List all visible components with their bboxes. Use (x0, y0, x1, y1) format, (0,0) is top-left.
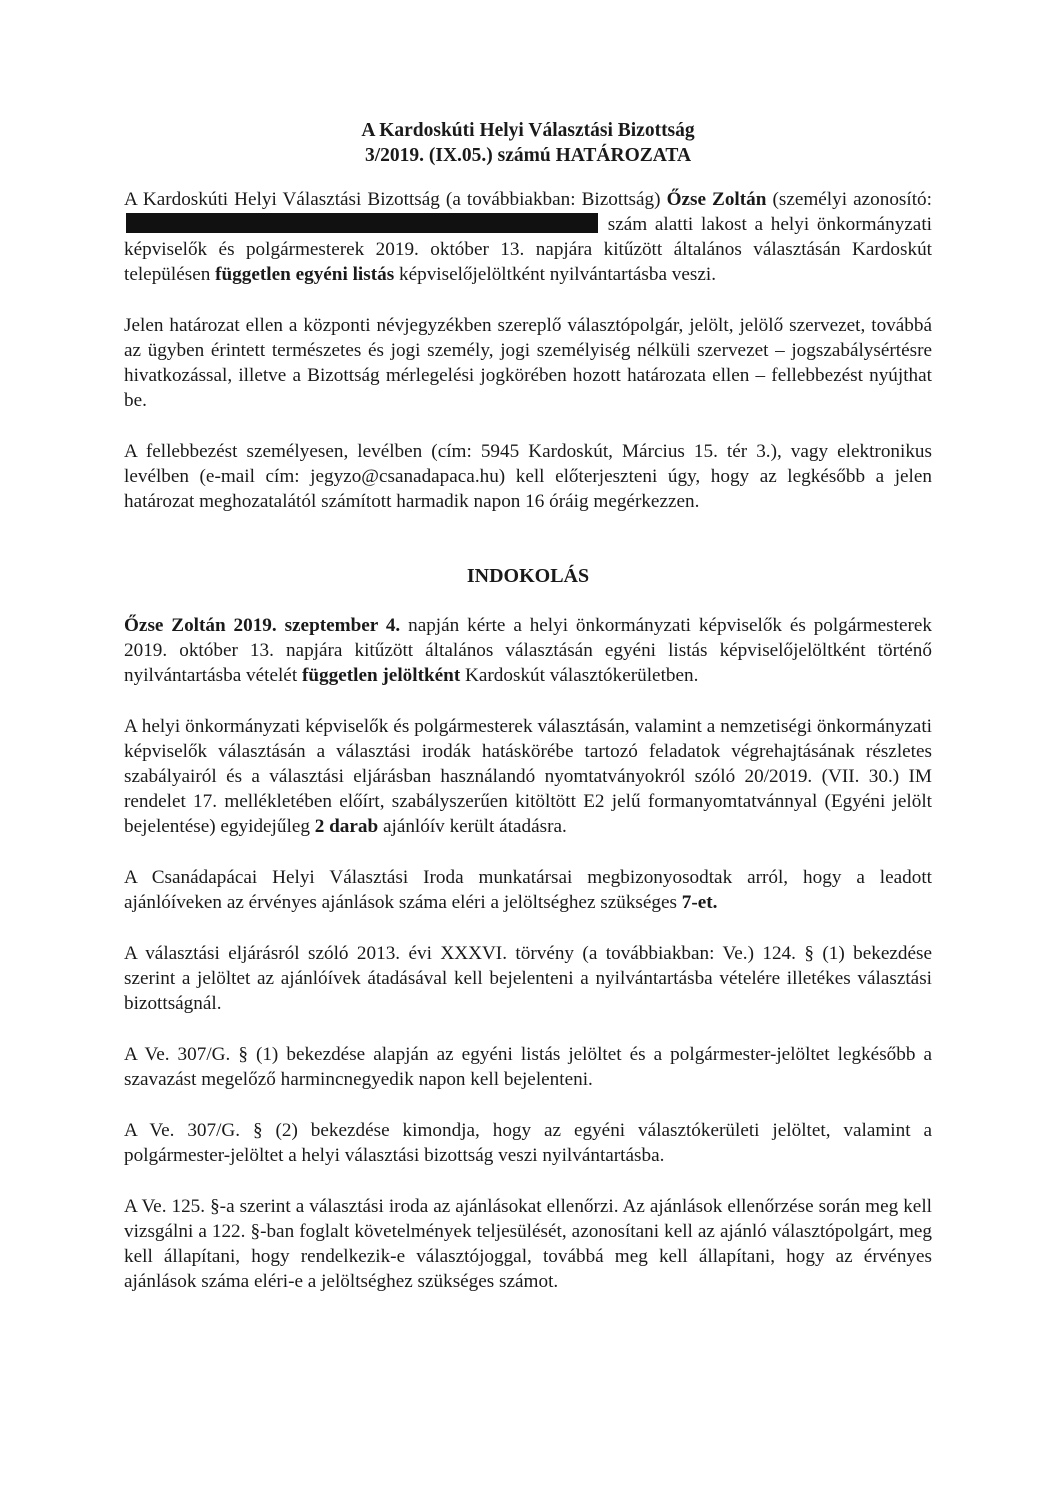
candidate-name: Őzse Zoltán (666, 189, 767, 210)
decision-paragraph-1: A Kardoskúti Helyi Választási Bizottság (a továbbiakban: Bizottság) Őzse Zoltán (személyi azonosító: szám alatti lakost a helyi önkormányzati képviselők és polgármesterek 2019. október 13. napjára kitűzött általános választásán Kardoskút településen független egyéni listás képviselőjelöltként nyilvántartásba veszi. (124, 189, 932, 285)
document-page (124, 118, 932, 1294)
reasoning-paragraph-2: A helyi önkormányzati képviselők és polgármesterek választásán, valamint a nemzetiségi önkormányzati képviselők választásán a választási irodák hatáskörébe tartozó feladatok végrehajtásának részletes szabályairól és a választási eljárásban használandó nyomtatványokról szóló 20/2019. (VII. 30.) IM rendelet 17. mellékletében előírt, szabályszerűen kitöltött E2 jelű formanyomtatvánnyal (Egyéni jelölt bejelentése) egyidejűleg 2 darab ajánlóív került átadásra. (124, 716, 932, 837)
redaction-bar (126, 213, 598, 233)
document-title (124, 118, 932, 168)
title-line-1: A Kardoskúti Helyi Választási Bizottság (361, 120, 695, 141)
reasoning-paragraph-5: A Ve. 307/G. § (1) bekezdése alapján az egyéni listás jelöltet és a polgármester-jelöltet legkésőbb a szavazást megelőző harmincnegyedik napon kell bejelenteni. (124, 1044, 932, 1090)
decision-paragraph-3: A fellebbezést személyesen, levélben (cím: 5945 Kardoskút, Március 15. tér 3.), vagy elektronikus levélben (e-mail cím: jegyzo@csanadapaca.hu) kell előterjeszteni úgy, hogy az legkésőbb a jelen határozat meghozatalától számított harmadik napon 16 óráig megérkezzen. (124, 441, 932, 512)
reasoning-paragraph-4: A választási eljárásról szóló 2013. évi XXXVI. törvény (a továbbiakban: Ve.) 124. § (1) bekezdése szerint a jelöltet az ajánlóívek átadásával kell bejelenteni a nyilvántartásba vételére illetékes választási bizottságnál. (124, 943, 932, 1014)
reasoning-paragraph-7: A Ve. 125. §-a szerint a választási iroda az ajánlásokat ellenőrzi. Az ajánlások ellenőrzése során meg kell vizsgálni a 122. §-ban foglalt követelmények teljesülését, azonosítani kell az ajánló választópolgárt, meg kell állapítani, hogy rendelkezik-e választójoggal, továbbá meg kell állapítani, hogy az érvényes ajánlások száma eléri-e a jelöltséghez szükséges számot. (124, 1196, 932, 1292)
title-line-2: 3/2019. (IX.05.) számú HATÁROZATA (364, 145, 692, 166)
reasoning-paragraph-1: Őzse Zoltán 2019. szeptember 4. napján kérte a helyi önkormányzati képviselők és polgármesterek 2019. október 13. napjára kitűzött általános választásán egyéni listás képviselőjelöltként történő nyilvántartásba vételét független jelöltként Kardoskút választókerületben. (124, 615, 932, 686)
reasoning-heading: INDOKOLÁS (466, 565, 590, 587)
decision-paragraph-2: Jelen határozat ellen a központi névjegyzékben szereplő választópolgár, jelölt, jelölő szervezet, továbbá az ügyben érintett természetes és jogi személy, jogi személyiség nélküli szervezet – jogszabálysértésre hivatkozással, illetve a Bizottság mérlegelési jogkörében hozott határozata ellen – fellebbezést nyújthat be. (124, 315, 932, 411)
reasoning-paragraph-6: A Ve. 307/G. § (2) bekezdése kimondja, hogy az egyéni választókerületi jelöltet, valamint a polgármester-jelöltet a helyi választási bizottság veszi nyilvántartásba. (124, 1120, 932, 1166)
reasoning-paragraph-3: A Csanádapácai Helyi Választási Iroda munkatársai megbizonyosodtak arról, hogy a leadott ajánlóíveken az érvényes ajánlások száma eléri a jelöltséghez szükséges 7-et. (124, 867, 932, 913)
